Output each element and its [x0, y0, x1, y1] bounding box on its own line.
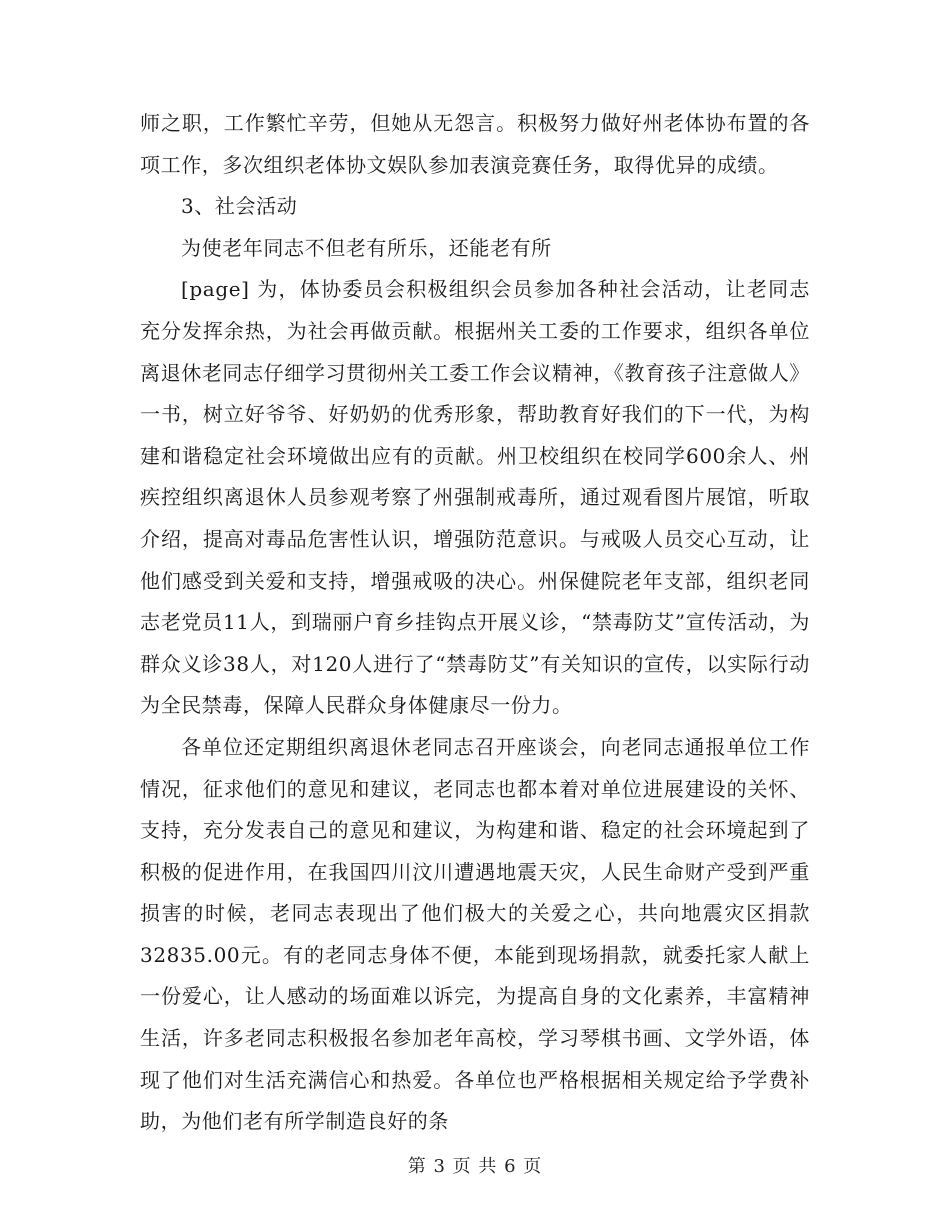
paragraph-intro: 为使老年同志不但老有所乐，还能老有所: [181, 235, 552, 260]
document-body: [140, 103, 810, 1143]
paragraph-continuation: 师之职，工作繁忙辛劳，但她从无怨言。积极努力做好州老体协布置的各项工作，多次组织老体协文娱队参加表演竞赛任务，取得优异的成绩。: [140, 111, 810, 177]
paragraph-social-activities: [page] 为，体协委员会积极组织会员参加各种社会活动，让老同志充分发挥余热，为社会再做贡献。根据州关工委的工作要求，组织各单位离退休老同志仔细学习贯彻州关工委工作会议精神，《教育孩子注意做人》一书，树立好爷爷、好奶奶的优秀形象，帮助教育好我们的下一代，为构建和谐稳定社会环境做出应有的贡献。州卫校组织在校同学600余人、州疾控组织离退休人员参观考察了州强制戒毒所，通过观看图片展馆，听取介绍，提高对毒品危害性认识，增强防范意识。与戒吸人员交心互动，让他们感受到关爱和支持，增强戒吸的决心。州保健院老年支部，组织老同志老党员11人，到瑞丽户育乡挂钩点开展义诊，“禁毒防艾”宣传活动，为群众义诊38人，对120人进行了“禁毒防艾”有关知识的宣传，以实际行动为全民禁毒，保障人民群众身体健康尽一份力。: [140, 277, 810, 718]
paragraph-symposium: 各单位还定期组织离退休老同志召开座谈会，向老同志通报单位工作情况，征求他们的意见和建议，老同志也都本着对单位进展建设的关怀、支持，充分发表自己的意见和建议，为构建和谐、稳定的社会环境起到了积极的促进作用，在我国四川汶川遭遇地震天灾，人民生命财产受到严重损害的时候，老同志表现出了他们极大的关爱之心，共向地震灾区捐款32835.00元。有的老同志身体不便，本能到现场捐款，就委托家人献上一份爱心，让人感动的场面难以诉完，为提高自身的文化素养，丰富精神生活，许多老同志积极报名参加老年高校，学习琴棋书画、文学外语，体现了他们对生活充满信心和热爱。各单位也严格根据相关规定给予学费补助，为他们老有所学制造良好的条: [140, 734, 810, 1134]
page-number-footer: 第 3 页 共 6 页: [407, 1156, 543, 1177]
section-heading-social-activities: 3、社会活动: [181, 194, 298, 219]
